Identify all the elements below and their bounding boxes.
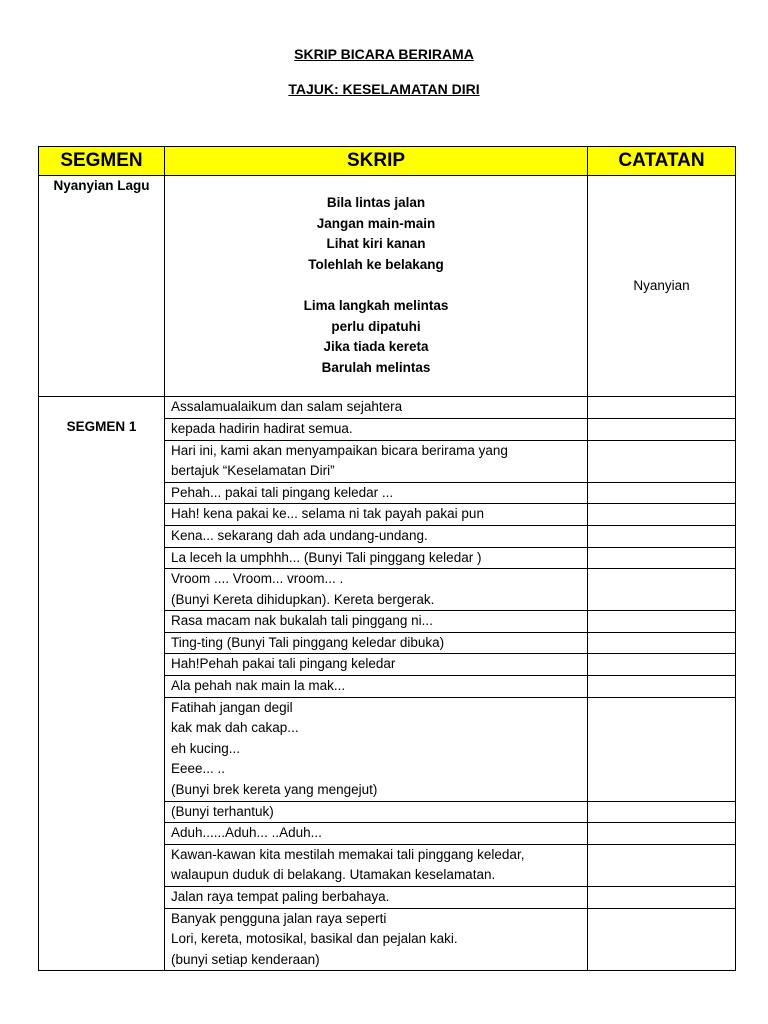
note-cell (588, 908, 736, 971)
lyric-line: Tolehlah ke belakang (308, 256, 444, 272)
script-line: Hah! kena pakai ke... selama ni tak payah pakai pun (171, 506, 484, 522)
script-table (38, 146, 736, 971)
script-cell (165, 547, 588, 569)
document-title: SKRIP BICARA BERIRAMA (294, 46, 474, 62)
segment-1-label: SEGMEN 1 (39, 397, 165, 971)
lyric-line: Jangan main-main (316, 215, 436, 231)
note-cell (588, 844, 736, 886)
script-line: (Bunyi Kereta dihidupkan). Kereta bergerak. (171, 591, 435, 607)
script-line: Ala pehah nak main la mak... (171, 678, 346, 694)
script-cell (165, 440, 588, 482)
script-cell (165, 908, 588, 971)
note-cell (588, 632, 736, 654)
note-cell (588, 418, 736, 440)
script-line: eh kucing... (171, 740, 241, 756)
header-row (39, 147, 736, 176)
script-line: bertajuk “Keselamatan Diri” (171, 463, 335, 479)
note-cell (588, 654, 736, 676)
script-line: La leceh la umphhh... (Bunyi Tali pinggang keledar ) (171, 549, 482, 565)
header-skrip: SKRIP (165, 147, 588, 176)
note-cell (588, 697, 736, 801)
script-line: (bunyi setiap kenderaan) (171, 951, 320, 967)
script-cell (165, 611, 588, 633)
script-line: Eeee... .. (171, 761, 226, 777)
note-cell (588, 676, 736, 698)
script-cell (165, 887, 588, 909)
script-cell (165, 632, 588, 654)
intro-segment: Nyanyian Lagu (39, 176, 165, 397)
note-cell (588, 440, 736, 482)
script-line: walaupun duduk di belakang. Utamakan keselamatan. (171, 867, 496, 883)
script-cell (165, 525, 588, 547)
script-line: Hari ini, kami akan menyampaikan bicara berirama yang (171, 442, 508, 458)
lyric-line: Barulah melintas (321, 359, 431, 375)
script-line: Hah!Pehah pakai tali pingang keledar (171, 656, 396, 672)
script-line: kepada hadirin hadirat semua. (171, 420, 353, 436)
script-line: kak mak dah cakap... (171, 720, 299, 736)
script-line: Jalan raya tempat paling berbahaya. (171, 889, 390, 904)
script-cell (165, 801, 588, 823)
note-cell (588, 504, 736, 526)
intro-row (39, 176, 736, 397)
script-cell (165, 676, 588, 698)
script-cell (165, 569, 588, 611)
note-cell (588, 823, 736, 845)
script-line: Assalamualaikum dan salam sejahtera (171, 399, 403, 415)
note-cell (588, 887, 736, 909)
script-cell (165, 418, 588, 440)
lyric-line: Lima langkah melintas (303, 297, 449, 313)
intro-note: Nyanyian (588, 176, 736, 397)
script-line: Kena... sekarang dah ada undang-undang. (171, 527, 428, 543)
header-segmen: SEGMEN (39, 147, 165, 176)
note-cell (588, 547, 736, 569)
script-line: Aduh......Aduh... ..Aduh... (171, 825, 322, 841)
script-line: Banyak pengguna jalan raya seperti (171, 910, 387, 926)
note-cell (588, 397, 736, 419)
script-cell (165, 654, 588, 676)
script-line: Fatihah jangan degil (171, 699, 293, 715)
note-cell (588, 482, 736, 504)
document-subtitle: TAJUK: KESELAMATAN DIRI (288, 81, 480, 97)
table-row (39, 397, 736, 419)
script-cell (165, 482, 588, 504)
note-cell (588, 801, 736, 823)
lyric-line: Bila lintas jalan (326, 195, 426, 210)
script-line: Lori, kereta, motosikal, basikal dan pejalan kaki. (171, 931, 458, 947)
song-lyrics (165, 176, 588, 397)
script-line: (Bunyi brek kereta yang mengejut) (171, 782, 378, 798)
script-cell (165, 844, 588, 886)
script-line: (Bunyi terhantuk) (171, 803, 274, 819)
lyric-line: perlu dipatuhi (331, 318, 421, 334)
note-cell (588, 569, 736, 611)
note-cell (588, 611, 736, 633)
script-line: Kawan-kawan kita mestilah memakai tali pinggang keledar, (171, 846, 525, 862)
note-cell (588, 525, 736, 547)
script-line: Pehah... pakai tali pingang keledar ... (171, 484, 394, 500)
header-catatan: CATATAN (588, 147, 736, 176)
lyric-line: Jika tiada kereta (323, 339, 429, 355)
script-cell (165, 697, 588, 801)
script-line: Rasa macam nak bukalah tali pinggang ni... (171, 613, 433, 629)
script-cell (165, 397, 588, 419)
script-cell (165, 823, 588, 845)
script-cell (165, 504, 588, 526)
lyric-line: Lihat kiri kanan (326, 236, 426, 252)
script-line: Vroom .... Vroom... vroom... . (171, 571, 344, 587)
script-line: Ting-ting (Bunyi Tali pinggang keledar dibuka) (171, 634, 445, 650)
